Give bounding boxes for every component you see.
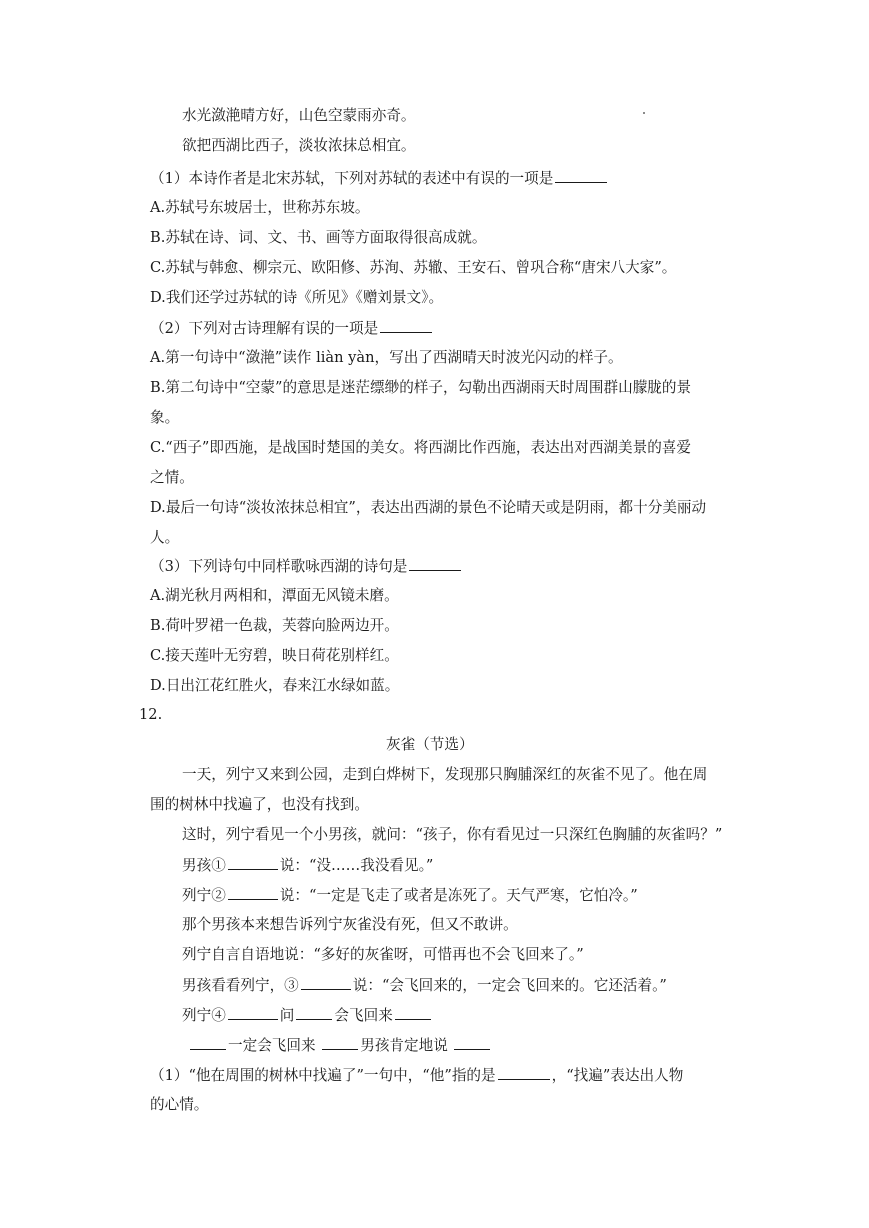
text-segment: （1）“他在周围的树林中找遍了”一句中，“他”指的是	[150, 1067, 496, 1084]
question-11-2-stem	[150, 318, 434, 339]
answer-options-line	[188, 1035, 492, 1056]
option-c: C.苏轼与韩愈、柳宗元、欧阳修、苏洵、苏辙、王安石、曾巩合称“唐宋八大家”。	[150, 259, 677, 276]
paragraph-3	[182, 855, 433, 876]
text-segment: 说：“一定是飞走了或者是冻死了。天气严寒，它怕冷。”	[279, 887, 638, 904]
paragraph-2: 这时，列宁看见一个小男孩，就问：“孩子，你有看见过一只深红色胸脯的灰雀吗？”	[182, 826, 723, 843]
option-c-line-2: 之情。	[150, 469, 194, 486]
option-a: A.苏轼号东坡居士，世称苏东坡。	[150, 199, 370, 216]
question-11-3-stem	[150, 556, 463, 577]
option-c-line-1: C.“西子”即西施，是战国时楚国的美女。将西湖比作西施，表达出对西湖美景的喜爱	[150, 439, 691, 456]
option-b-line-1: B.第二句诗中“空蒙”的意思是迷茫缥缈的样子，勾勒出西湖雨天时周围群山朦胧的景	[150, 379, 692, 396]
answer-blank[interactable]	[498, 1065, 550, 1080]
answer-blank[interactable]	[409, 556, 461, 571]
option-d: D.我们还学过苏轼的诗《所见》《赠刘景文》。	[150, 289, 444, 306]
stem-text: （1）本诗作者是北宋苏轼，下列对苏轼的表述中有误的一项是	[150, 170, 554, 187]
question-11-1-stem	[150, 168, 609, 189]
option-d: D.日出江花红胜火，春来江水绿如蓝。	[150, 677, 400, 694]
question-12-1-line-2: 的心情。	[150, 1096, 209, 1113]
option-a: A.第一句诗中“潋滟”读作 liàn yàn，写出了西湖晴天时波光闪动的样子。	[150, 349, 623, 366]
passage-title: 灰雀（节选）	[386, 736, 474, 753]
text-segment: 说：“会飞回来的，一定会飞回来的。它还活着。”	[352, 977, 667, 994]
text-segment: 问	[279, 1007, 295, 1024]
text-segment: 列宁④	[182, 1007, 226, 1024]
text-segment: ，“找遍”表达出人物	[551, 1067, 684, 1084]
text-segment: 一定会飞回来	[228, 1037, 316, 1054]
paragraph-1-line-1: 一天，列宁又来到公园，走到白烨树下，发现那只胸脯深红的灰雀不见了。他在周	[182, 766, 708, 783]
text-segment: 男孩肯定地说	[360, 1037, 448, 1054]
fill-blank-1[interactable]	[228, 855, 278, 870]
option-blank[interactable]	[454, 1035, 490, 1050]
poem-line-3: 水光潋滟晴方好，山色空蒙雨亦奇。	[182, 107, 416, 124]
option-c: C.接天莲叶无穷碧，映日荷花别样红。	[150, 647, 399, 664]
fill-blank-3[interactable]	[301, 975, 351, 990]
question-12-number: 12.	[139, 706, 163, 723]
option-blank[interactable]	[395, 1005, 431, 1020]
stem-text: （3）下列诗句中同样歌咏西湖的诗句是	[150, 558, 408, 575]
paragraph-4	[182, 885, 638, 906]
option-blank[interactable]	[190, 1035, 226, 1050]
fill-blank-4[interactable]	[228, 1005, 278, 1020]
fill-blank-2[interactable]	[228, 885, 278, 900]
stem-text: （2）下列对古诗理解有误的一项是	[150, 320, 379, 337]
stray-dot	[643, 112, 645, 114]
text-segment: 男孩①	[182, 857, 226, 874]
option-a: A.湖光秋月两相和，潭面无风镜未磨。	[150, 587, 399, 604]
option-d-line-1: D.最后一句诗“淡妆浓抹总相宜”，表达出西湖的景色不论晴天或是阴雨，都十分美丽动	[150, 499, 707, 516]
paragraph-7	[182, 975, 667, 996]
question-12-1-line-1	[150, 1065, 683, 1086]
paragraph-8	[182, 1005, 433, 1026]
answer-blank[interactable]	[555, 168, 607, 183]
text-segment: 男孩看看列宁，③	[182, 977, 299, 994]
paragraph-5: 那个男孩本来想告诉列宁灰雀没有死，但又不敢讲。	[182, 916, 518, 933]
option-b: B.苏轼在诗、词、文、书、画等方面取得很高成就。	[150, 229, 487, 246]
option-d-line-2: 人。	[150, 529, 180, 546]
text-segment: 会飞回来	[334, 1007, 393, 1024]
option-b-line-2: 象。	[150, 409, 180, 426]
answer-blank[interactable]	[380, 318, 432, 333]
option-blank[interactable]	[296, 1005, 332, 1020]
option-blank[interactable]	[322, 1035, 358, 1050]
paragraph-1-line-2: 围的树林中找遍了，也没有找到。	[150, 796, 369, 813]
paragraph-6: 列宁自言自语地说：“多好的灰雀呀，可惜再也不会飞回来了。”	[182, 946, 584, 963]
text-segment: 列宁②	[182, 887, 226, 904]
option-b: B.荷叶罗裙一色裁，芙蓉向脸两边开。	[150, 617, 399, 634]
text-segment: 说：“没……我没看见。”	[279, 857, 434, 874]
poem-line-4: 欲把西湖比西子，淡妆浓抹总相宜。	[182, 137, 416, 154]
